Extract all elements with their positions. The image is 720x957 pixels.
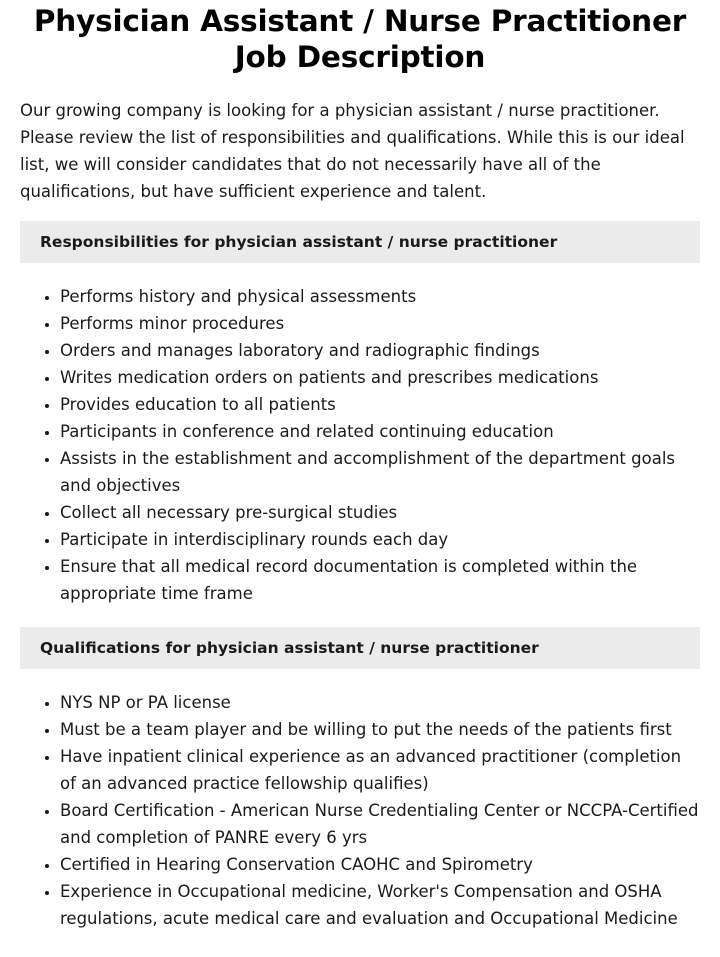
list-item: • Board Certification - American Nurse Credentialing Center or NCCPA-Certified and completion of PANRE every 6 yrs [60, 797, 700, 851]
responsibilities-heading: Responsibilities for physician assistant / nurse practitioner [40, 233, 558, 251]
list-item: • Orders and manages laboratory and radiographic findings [60, 337, 700, 364]
list-item: • Have inpatient clinical experience as an advanced practitioner (completion of an advanced practice fellowship qualifies) [60, 743, 700, 797]
list-item: • Provides education to all patients [60, 391, 700, 418]
list-item: • Ensure that all medical record documentation is completed within the appropriate time frame [60, 553, 700, 607]
list-item: • NYS NP or PA license [60, 689, 700, 716]
qualifications-heading: Qualifications for physician assistant / nurse practitioner [40, 639, 539, 657]
list-item: • Participate in interdisciplinary rounds each day [60, 526, 700, 553]
list-item: • Must be a team player and be willing to put the needs of the patients first [60, 716, 700, 743]
intro-paragraph: Our growing company is looking for a physician assistant / nurse practitioner. Please review the list of responsibilities and qualifications. While this is our ideal list, we will consider candidates that do not necessarily have all of the qualifications, but have sufficient experience and talent. [20, 101, 685, 201]
list-item: • Collect all necessary pre-surgical studies [60, 499, 700, 526]
list-item: • Performs minor procedures [60, 310, 700, 337]
list-item: • Performs history and physical assessments [60, 283, 700, 310]
responsibilities-header [20, 221, 700, 263]
list-item: • Certified in Hearing Conservation CAOHC and Spirometry [60, 851, 700, 878]
list-item: • Participants in conference and related continuing education [60, 418, 700, 445]
list-item: • Writes medication orders on patients and prescribes medications [60, 364, 700, 391]
qualifications-header [20, 627, 700, 669]
qualifications-list [20, 689, 700, 932]
responsibilities-list [20, 283, 700, 607]
list-item: • Experience in Occupational medicine, Worker's Compensation and OSHA regulations, acute medical care and evaluation and Occupational Medicine [60, 878, 700, 932]
list-item: • Assists in the establishment and accomplishment of the department goals and objectives [60, 445, 700, 499]
page-title: Physician Assistant / Nurse Practitioner Job Description [33, 4, 687, 74]
